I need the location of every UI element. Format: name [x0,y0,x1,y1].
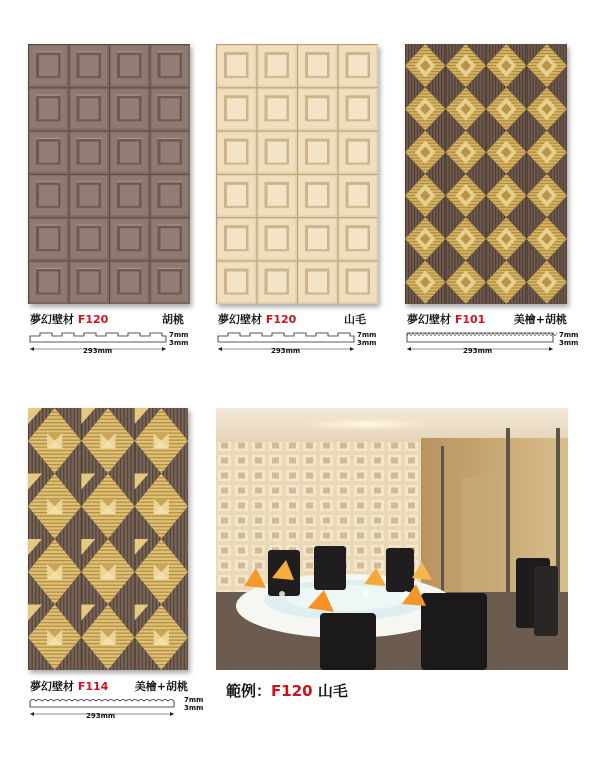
caption-wood: 胡桃 [162,313,184,326]
profile-width: 293mm [463,347,493,355]
caption-code: F114 [77,680,109,693]
tile-f114-profile [28,695,213,721]
caption-code: F120 [265,313,297,326]
example-wood: 山毛 [317,682,348,700]
profile-thick-b: 3mm [184,704,204,712]
caption-label: 夢幻壁材 [30,680,74,693]
tile-f120-walnut-caption [30,311,190,327]
caption-code: F120 [77,313,109,326]
profile-thick-a: 7mm [357,331,377,339]
profile-thick-b: 3mm [559,339,579,347]
example-caption [226,680,348,701]
example-prefix: 範例： [226,682,272,700]
profile-thick-a: 7mm [559,331,579,339]
tile-f101-caption [407,311,567,327]
profile-thick-a: 7mm [184,696,204,704]
profile-thick-a: 7mm [169,331,189,339]
tile-f120-beech-caption [218,311,378,327]
caption-wood: 美檜+胡桃 [513,313,567,326]
profile-width: 293mm [83,347,113,355]
caption-code: F101 [454,313,486,326]
tile-f101-cypress-walnut [405,44,567,304]
caption-label: 夢幻壁材 [30,313,74,326]
caption-label: 夢幻壁材 [218,313,262,326]
caption-wood: 美檜+胡桃 [134,680,188,693]
profile-width: 293mm [271,347,301,355]
tile-f120-walnut-profile [28,330,213,356]
tile-f114-cypress-walnut [28,408,188,670]
tile-f120-beech [216,44,378,304]
caption-label: 夢幻壁材 [407,313,451,326]
tile-f101-profile [405,330,590,356]
tile-f120-beech-profile [216,330,401,356]
example-room-photo [216,408,568,670]
profile-width: 293mm [86,712,116,720]
example-code: F120 [271,682,313,700]
tile-f114-caption [30,678,188,694]
profile-thick-b: 3mm [169,339,189,347]
profile-thick-b: 3mm [357,339,377,347]
caption-wood: 山毛 [344,313,366,326]
tile-f120-walnut [28,44,190,304]
